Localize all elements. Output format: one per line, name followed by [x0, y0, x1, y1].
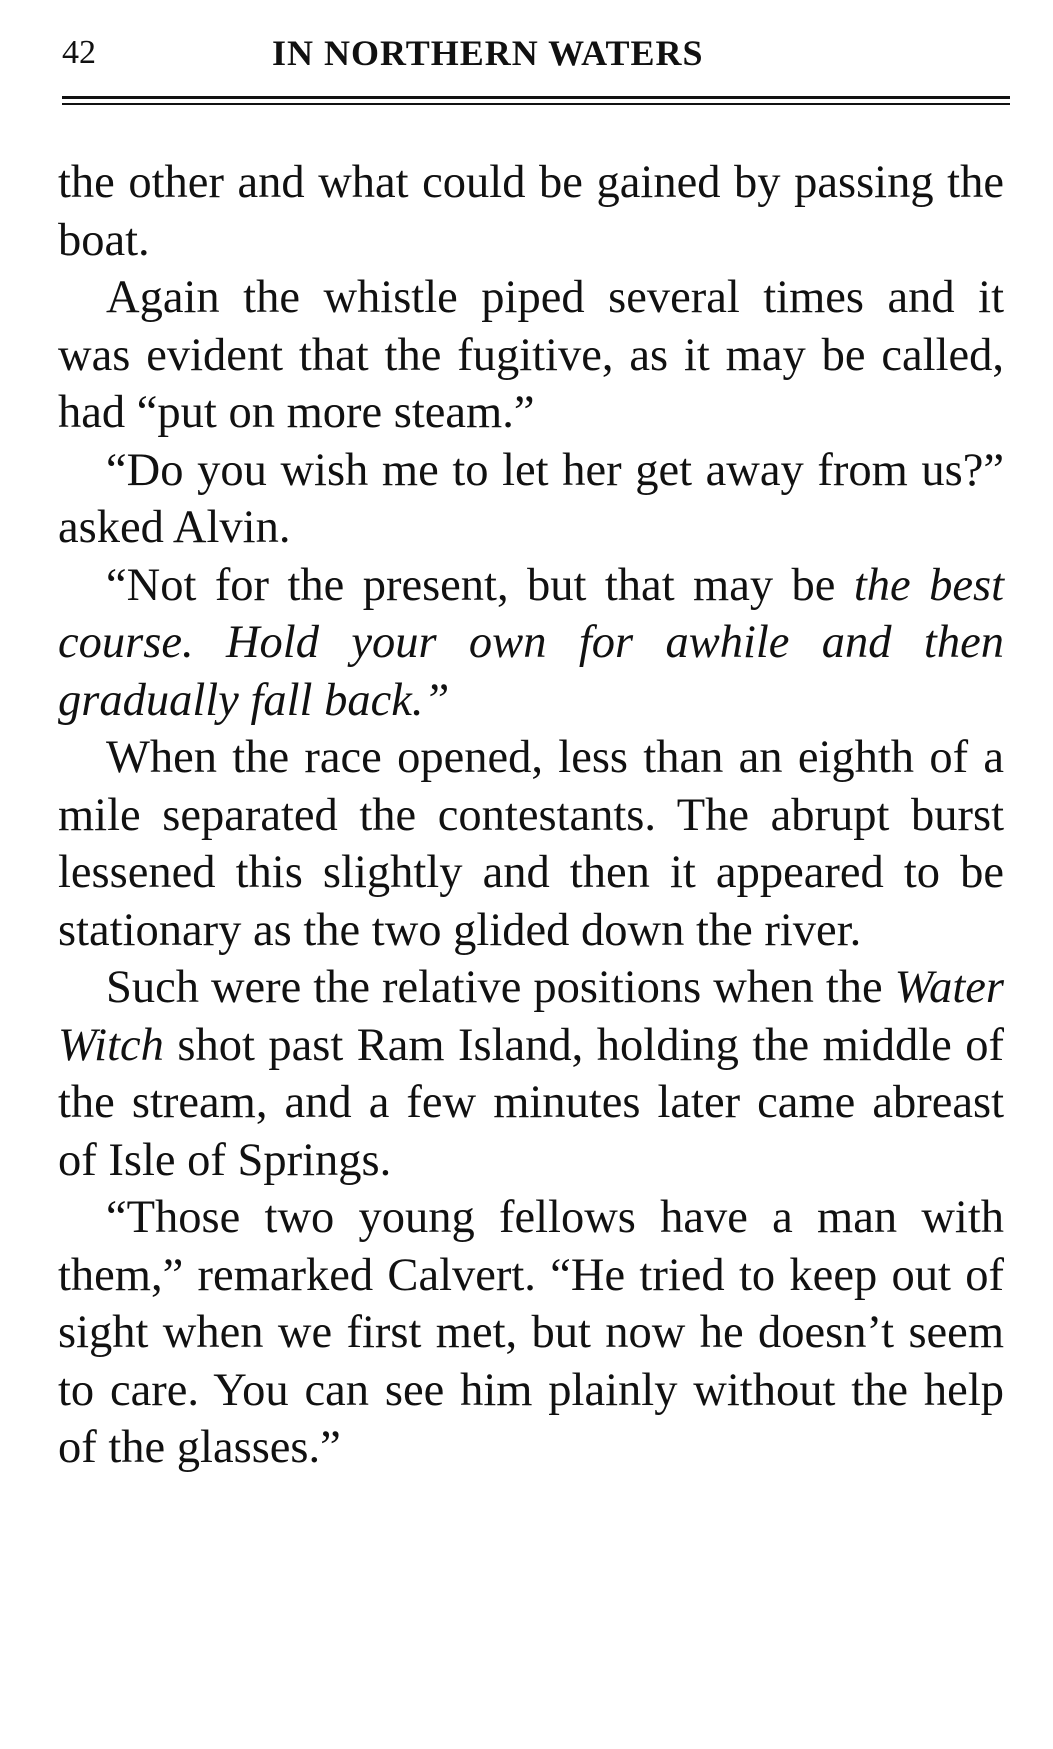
paragraph	[58, 959, 1004, 1189]
running-head: IN NORTHERN WATERS	[272, 33, 704, 73]
paragraph: “Those two young fellows have a man with them,” remarked Calvert. “He tried to keep out of sight when we first met, but now he doesn’t seem to care. You can see him plainly without the help of the glasses.”	[58, 1192, 1004, 1473]
paragraph: When the race opened, less than an eighth of a mile separated the contestants. The abrupt burst lessened this slightly and then it appeared to be stationary as the two glided down the river.	[58, 732, 1004, 956]
boat-name: Water Witch	[58, 962, 1004, 1071]
paragraph-text: “Not for the present, but that may be	[106, 559, 836, 611]
header-rule-bottom	[62, 103, 1010, 105]
page-number: 42	[62, 34, 96, 71]
paragraph: “Do you wish me to let her get away from us?” asked Alvin.	[58, 444, 1004, 553]
paragraph-text: Such were the relative positions when the	[106, 962, 895, 1013]
body-text	[58, 154, 1004, 1477]
paragraph-italic-text: the best course. Hold your own for awhile and then gradually fall back.”	[58, 559, 1005, 726]
paragraph-text: shot past Ram Island, holding the middle of the stream, and a few minutes later came abreast of Isle of Springs.	[58, 1019, 1004, 1186]
paragraph	[58, 557, 1004, 730]
page-header	[62, 28, 1012, 78]
paragraph: Again the whistle piped several times and it was evident that the fugitive, as it may be called, had “put on more steam.”	[58, 272, 1004, 438]
header-rule-top	[62, 96, 1010, 99]
paragraph: the other and what could be gained by passing the boat.	[58, 157, 1004, 266]
